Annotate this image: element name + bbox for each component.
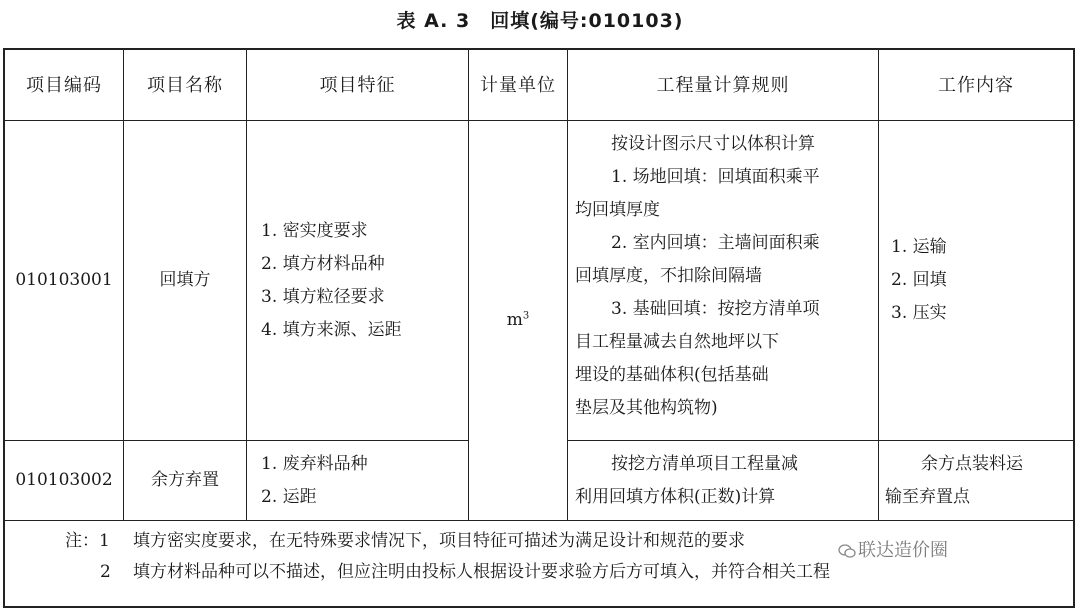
row2-work bbox=[885, 441, 1071, 520]
feature-item: 2. 运距 bbox=[261, 486, 317, 507]
rule-line: 按设计图示尺寸以体积计算 bbox=[611, 134, 815, 154]
header-unit: 计量单位 bbox=[480, 74, 556, 96]
rule-line: 2. 室内回填：主墙间面积乘 bbox=[611, 233, 820, 253]
unit-value: $m^3$ bbox=[506, 310, 530, 330]
unit-cell bbox=[469, 121, 567, 520]
note-label: 注：1 bbox=[65, 531, 110, 551]
rule-line: 埋设的基础体积(包括基础 bbox=[575, 365, 769, 385]
work-item: 余方点装料运 bbox=[921, 453, 1023, 474]
row1-work bbox=[891, 121, 1071, 440]
row2-code: 010103002 bbox=[15, 470, 113, 490]
rule-line: 垫层及其他构筑物) bbox=[575, 398, 718, 418]
rule-line: 回填厚度，不扣除间隔墙 bbox=[575, 266, 762, 286]
note-number: 2 bbox=[100, 562, 111, 582]
rule-line: 目工程量减去自然地坪以下 bbox=[575, 332, 779, 352]
rule-line: 均回填厚度 bbox=[575, 200, 660, 220]
header-features: 项目特征 bbox=[319, 74, 396, 96]
feature-item: 2. 填方材料品种 bbox=[261, 253, 385, 274]
header-rules: 工程量计算规则 bbox=[656, 74, 790, 96]
row1-rules bbox=[575, 128, 875, 440]
work-item: 2. 回填 bbox=[891, 270, 947, 290]
row1-features bbox=[261, 121, 466, 440]
feature-item: 3. 填方粒径要求 bbox=[261, 286, 385, 307]
rule-line: 1. 场地回填：回填面积乘平 bbox=[611, 167, 820, 187]
work-item: 1. 运输 bbox=[891, 237, 947, 257]
feature-item: 4. 填方来源、运距 bbox=[261, 319, 402, 340]
row2-name: 余方弃置 bbox=[151, 470, 219, 490]
wechat-icon bbox=[838, 544, 856, 558]
work-item: 3. 压实 bbox=[891, 303, 947, 323]
rule-line: 按挖方清单项目工程量减 bbox=[611, 453, 798, 474]
row2-rules bbox=[575, 441, 875, 520]
row1-name: 回填方 bbox=[159, 270, 211, 290]
feature-item: 1. 废弃料品种 bbox=[261, 453, 368, 474]
row1-code: 010103001 bbox=[15, 270, 113, 290]
row2-features bbox=[261, 441, 466, 520]
rule-line: 3. 基础回填：按挖方清单项 bbox=[611, 299, 820, 319]
header-code: 项目编码 bbox=[26, 74, 102, 96]
rule-line: 利用回填方体积(正数)计算 bbox=[575, 486, 776, 507]
note-text: 填方材料品种可以不描述，但应注明由投标人根据设计要求验方后方可填入，并符合相关工程 bbox=[133, 562, 830, 582]
fill-table bbox=[3, 48, 1075, 608]
table-title: 表 A. 3 回填(编号:010103) bbox=[396, 10, 684, 32]
note-text: 填方密实度要求，在无特殊要求情况下，项目特征可描述为满足设计和规范的要求 bbox=[133, 531, 745, 551]
header-work: 工作内容 bbox=[938, 74, 1014, 96]
work-item: 输至弃置点 bbox=[885, 486, 970, 507]
watermark bbox=[838, 536, 948, 562]
watermark-text: 联达造价圈 bbox=[858, 540, 948, 561]
header-name: 项目名称 bbox=[147, 74, 223, 96]
feature-item: 1. 密实度要求 bbox=[261, 220, 368, 241]
